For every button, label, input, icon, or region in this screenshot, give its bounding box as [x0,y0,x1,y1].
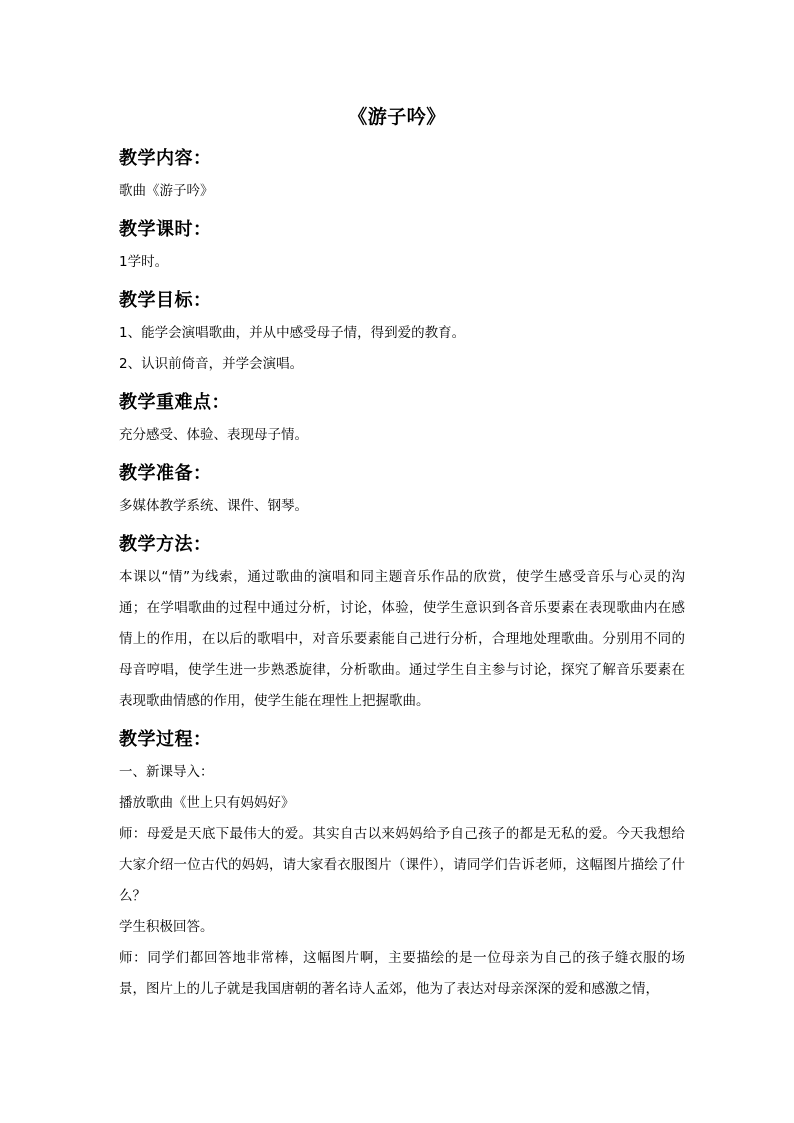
section-heading: 教学准备： [119,463,212,484]
section-heading: 教学重难点： [119,392,230,413]
section-paragraph: 1、能学会演唱歌曲，并从中感受母子情，得到爱的教育。 [119,325,466,341]
section-heading: 教学过程： [119,729,212,750]
document-body [119,142,685,1011]
section-paragraph: 1学时。 [119,254,169,270]
section-heading: 教学课时： [119,219,212,240]
document-title: 《游子吟》 [348,106,446,128]
section-paragraph: 本课以“情”为线索，通过歌曲的演唱和同主题音乐作品的欣赏，使学生感受音乐与心灵的沟通；在学唱歌曲的过程中通过分析，讨论，体验，使学生意识到各音乐要素在表现歌曲内在感情上的作用，在以后的歌唱中，对音乐要素能自己进行分析，合理地处理歌曲。分别用不同的母音哼唱，使学生进一步熟悉旋律，分析歌曲。通过学生自主参与讨论，探究了解音乐要素在表现歌曲情感的作用，使学生能在理性上把握歌曲。 [119,569,685,709]
section-paragraph: 多媒体教学系统、课件、钢琴。 [119,498,308,514]
section-teaching-preparation [119,457,685,522]
section-paragraph: 师：母爱是天底下最伟大的爱。其实自古以来妈妈给予自己孩子的都是无私的爱。今天我想给大家介绍一位古代的妈妈，请大家看衣服图片（课件），请同学们告诉老师，这幅图片描绘了什么？ [119,826,685,904]
section-paragraph: 一、新课导入： [119,764,214,780]
section-heading: 教学方法： [119,534,212,555]
section-teaching-objectives [119,284,685,380]
section-teaching-process [119,723,685,1005]
section-teaching-method [119,528,685,717]
section-teaching-content [119,142,685,207]
section-paragraph: 歌曲《游子吟》 [119,183,214,199]
section-paragraph: 播放歌曲《世上只有妈妈好》 [119,795,295,811]
section-heading: 教学内容： [119,148,212,169]
section-teaching-hours [119,213,685,278]
section-key-difficulties [119,386,685,451]
section-paragraph: 学生积极回答。 [119,919,214,935]
section-paragraph: 2、认识前倚音，并学会演唱。 [119,356,304,372]
section-paragraph: 师：同学们都回答地非常棒，这幅图片啊，主要描绘的是一位母亲为自己的孩子缝衣服的场景，图片上的儿子就是我国唐朝的著名诗人孟郊，他为了表达对母亲深深的爱和感激之情， [119,950,685,997]
section-heading: 教学目标： [119,290,212,311]
section-paragraph: 充分感受、体验、表现母子情。 [119,427,308,443]
